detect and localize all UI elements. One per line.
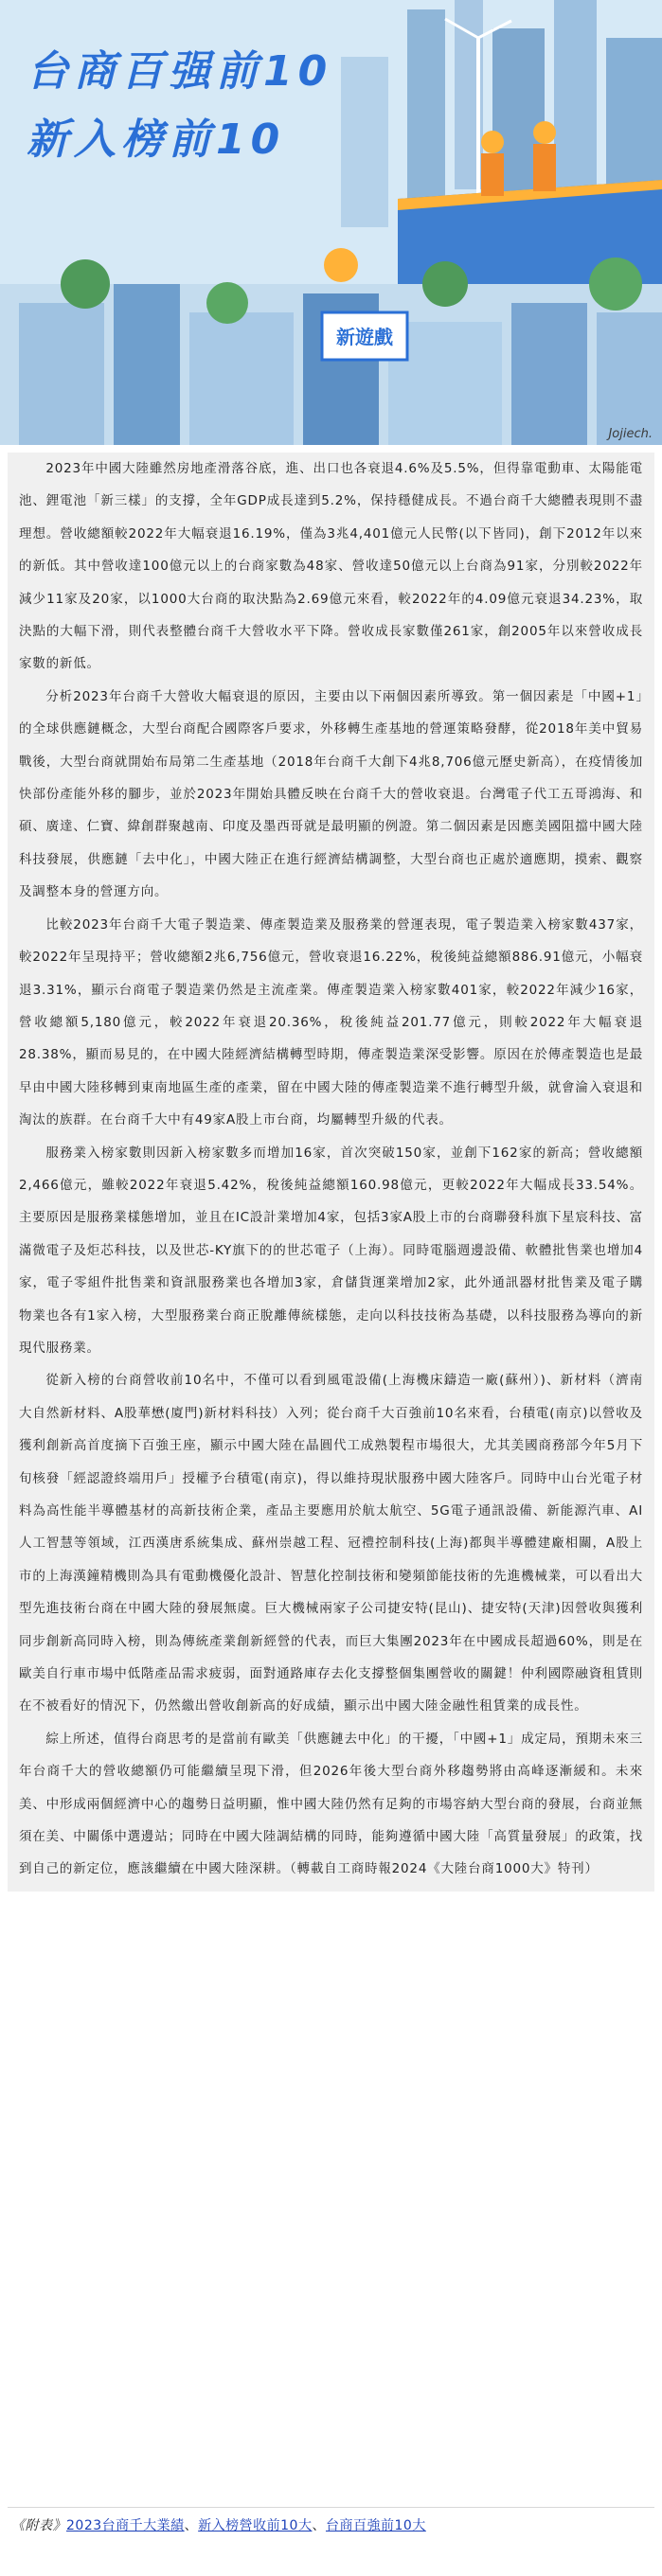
article-paragraph-5: 從新入榜的台商營收前10名中，不僅可以看到風電設備(上海機床鑄造一廠(蘇州）)、新材料（濟南大自然新材料、A股華懋(廈門)新材料科技）入列；從台商千大百強前10名來看，台積電(南京)以營收及獲利創新高首度摘下百強王座，顯示中國大陸在晶圓代工成熟製程市場很大，尤其美國商務部今年5月下旬核發「經認證終端用戶」授權予台積電(南京)，得以維持現狀服務中國大陸客戶。同時中山台光電子材料為高性能半導體基材的高新技術企業，產品主要應用於航太航空、5G電子通訊設備、新能源汽車、AI人工智慧等領域，江西漢唐系統集成、蘇州崇越工程、冠禮控制科技(上海)都與半導體建廠相關，A股上市的上海漢鐘精機則為具有電動機優化設計、智慧化控制技術和變頻節能技術的先進機械業，可以看出大型先進技術台商在中國大陸的發展無虞。巨大機械兩家子公司捷安特(昆山)、捷安特(天津)因營收與獲利同步創新高同時入榜，則為傳統產業創新經營的代表，而巨大集團2023年在中國成長超過60%，則是在歐美自行車市場中低階產品需求疲弱，面對通路庫存去化支撐整個集團營收的關鍵！仲利國際融資租賃則在不被看好的情況下，仍然繳出營收創新高的好成績，顯示出中國大陸金融性租賃業的成長性。 [19,1373,643,1714]
link-separator: 、 [312,2518,326,2533]
hero-illustration [0,0,662,445]
hero-title-line1: 台商百强前10 [27,47,333,96]
article-paragraph-2: 分析2023年台商千大營收大幅衰退的原因，主要由以下兩個因素所導致。第一個因素是「中國+1」的全球供應鏈概念，大型台商配合國際客戶要求，外移轉生產基地的營運策略發酵，從2018年美中貿易戰後，大型台商就開始布局第二生產基地（2018年台商千大創下4兆8,706億元歷史新高），在疫情後加快部份產能外移的腳步，並於2023年開始具體反映在台商千大的營收衰退。台灣電子代工五哥鴻海、和碩、廣達、仁寶、緯創群聚越南、印度及墨西哥就是最明顯的例證。第二個因素是因應美國阻擋中國大陸科技發展，供應鏈「去中化」，中國大陸正在進行經濟結構調整，大型台商也正處於適應期，摸索、觀察及調整本身的營運方向。 [19,688,643,900]
link-separator: 、 [184,2518,199,2533]
article-paragraph-3: 比較2023年台商千大電子製造業、傳產製造業及服務業的營運表現，電子製造業入榜家數437家，較2022年呈現持平；營收總額2兆6,756億元，營收衰退16.22%，稅後純益總額886.91億元，小幅衰退3.31%，顯示台商電子製造業仍然是主流產業。傳產製造業入榜家數401家，較2022年減少16家，營收總額5,180億元，較2022年衰退20.36%，稅後純益201.77億元，則較2022年大幅衰退28.38%，顯而易見的，在中國大陸經濟結構轉型時期，傳產製造業深受影響。原因在於傳產製造也是最早由中國大陸移轉到東南地區生產的產業，留在中國大陸的傳產製造業不進行轉型升級，就會淪入衰退和淘汰的族群。在台商千大中有49家A股上市台商，均屬轉型升級的代表。 [19,916,643,1128]
article-body [8,453,654,1892]
appendix-links [11,2511,426,2541]
link-new-entrants-top10[interactable]: 新入榜營收前10大 [198,2518,313,2533]
article-text [8,453,654,1892]
divider [8,2507,654,2508]
hero-title [27,38,332,174]
article-paragraph-1: 2023年中國大陸雖然房地產滑落谷底，進、出口也各衰退4.6%及5.5%，但得靠電動車、太陽能電池、鋰電池「新三樣」的支撐，全年GDP成長達到5.2%，保持穩健成長。不過台商千大總體表現則不盡理想。營收總額較2022年大幅衰退16.19%，僅為3兆4,401億元人民幣(以下皆同)，創下2012年以來的新低。其中營收達100億元以上的台商家數為48家、營收達50億元以上台商為91家，分別較2022年減少11家及20家，以1000大台商的取決點為2.69億元來看，較2022年的4.09億元衰退34.23%，取決點的大幅下滑，則代表整體台商千大營收水平下降。營收成長家數僅261家，創2005年以來營收成長家數的新低。 [19,461,643,672]
link-2023-top1000-performance[interactable]: 2023台商千大業績 [66,2518,185,2533]
artist-signature: Jojiech. [608,427,653,441]
appendix-label: 《附表》 [11,2518,66,2533]
hero-badge: 新遊戲 [336,326,393,348]
article-paragraph-6: 綜上所述，值得台商思考的是當前有歐美「供應鏈去中化」的干擾，「中國+1」成定局，預期未來三年台商千大的營收總額仍可能繼續呈現下滑，但2026年後大型台商外移趨勢將由高峰逐漸緩和。未來美、中形成兩個經濟中心的趨勢日益明顯，惟中國大陸仍然有足夠的市場容納大型台商的發展，台商並無須在美、中關係中選邊站；同時在中國大陸調結構的同時，能夠遵循中國大陸「高質量發展」的政策，找到自己的新定位，應該繼續在中國大陸深耕。（轉載自工商時報2024《大陸台商1000大》特刊） [19,1731,643,1877]
hero-title-line2: 新入榜前10 [27,115,286,164]
link-top100-top10[interactable]: 台商百強前10大 [325,2518,426,2533]
article-paragraph-4: 服務業入榜家數則因新入榜家數多而增加16家，首次突破150家，並創下162家的新高；營收總額2,466億元，雖較2022年衰退5.42%，稅後純益總額160.98億元，更較2022年大幅成長33.54%。主要原因是服務業樣態增加，並且在IC設計業增加4家，包括3家A股上市的台商聯發科旗下星宸科技、富滿微電子及炬芯科技，以及世芯-KY旗下的的世芯電子（上海）。同時電腦週邊設備、軟體批售業也增加4家，電子零組件批售業和資訊服務業也各增加3家，倉儲貨運業增加2家，此外通訊器材批售業及電子購物業也各有1家入榜，大型服務業台商正脫離傳統樣態，走向以科技技術為基礎，以科技服務為導向的新現代服務業。 [19,1145,643,1356]
